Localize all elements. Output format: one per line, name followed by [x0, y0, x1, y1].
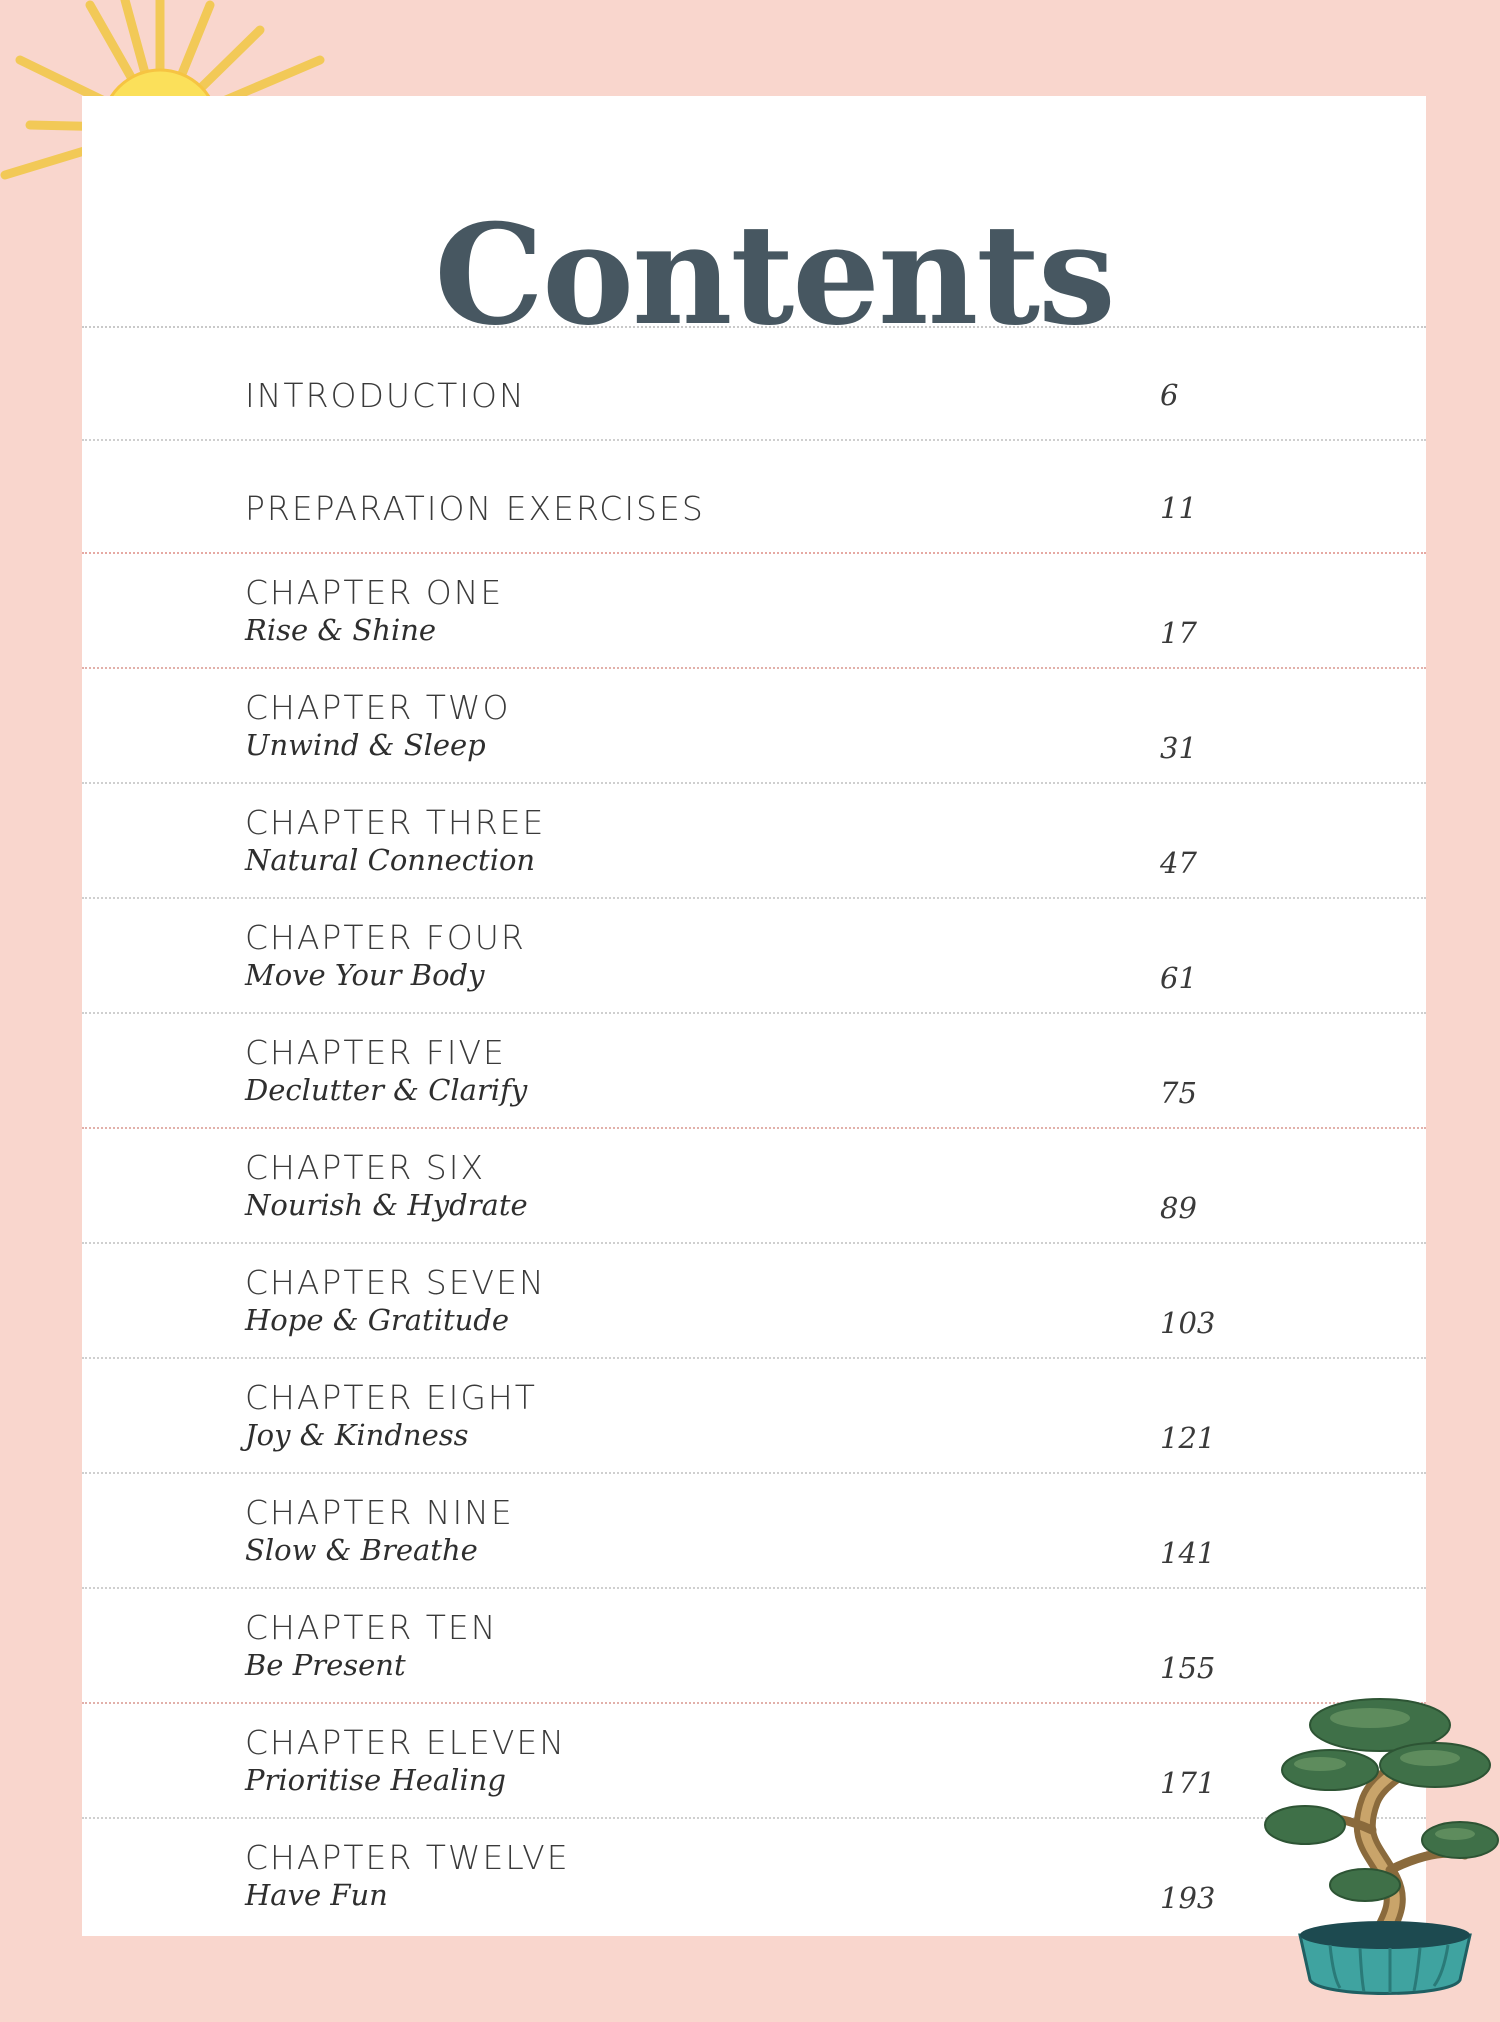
- toc-entry[interactable]: [82, 1589, 1426, 1704]
- entry-page-number: 31: [1160, 731, 1197, 765]
- entry-page-number: 193: [1160, 1881, 1216, 1915]
- entry-subtitle: Unwind & Sleep: [245, 728, 486, 762]
- entry-page-number: 89: [1160, 1191, 1197, 1225]
- toc-entry[interactable]: [82, 669, 1426, 784]
- entry-page-number: 171: [1160, 1766, 1216, 1800]
- entry-subtitle: Be Present: [245, 1648, 406, 1682]
- toc-entry[interactable]: [82, 784, 1426, 899]
- entry-page-number: 61: [1160, 961, 1197, 995]
- toc-entry[interactable]: [82, 1129, 1426, 1244]
- entry-page-number: 103: [1160, 1306, 1216, 1340]
- entry-subtitle: Declutter & Clarify: [245, 1073, 528, 1107]
- entry-page-number: 121: [1160, 1421, 1216, 1455]
- toc-entry[interactable]: [82, 1704, 1426, 1819]
- contents-page: [82, 96, 1426, 1936]
- entry-heading: CHAPTER ELEVEN: [245, 1723, 566, 1762]
- toc-entry[interactable]: [82, 1244, 1426, 1359]
- entry-heading: CHAPTER SEVEN: [245, 1263, 546, 1302]
- entry-page-number: 17: [1160, 616, 1197, 650]
- entry-page-number: 6: [1160, 378, 1179, 412]
- entry-heading: PREPARATION EXERCISES: [245, 489, 705, 528]
- toc-list: [82, 326, 1426, 1932]
- toc-entry[interactable]: [82, 1014, 1426, 1129]
- entry-heading: CHAPTER ONE: [245, 573, 504, 612]
- entry-subtitle: Have Fun: [245, 1878, 388, 1912]
- entry-subtitle: Nourish & Hydrate: [245, 1188, 528, 1222]
- entry-heading: CHAPTER EIGHT: [245, 1378, 537, 1417]
- toc-entry[interactable]: [82, 441, 1426, 554]
- entry-heading: CHAPTER TWELVE: [245, 1838, 570, 1877]
- entry-heading: CHAPTER TWO: [245, 688, 511, 727]
- entry-heading: CHAPTER TEN: [245, 1608, 498, 1647]
- entry-heading: INTRODUCTION: [245, 376, 526, 415]
- entry-page-number: 11: [1160, 491, 1197, 525]
- entry-subtitle: Move Your Body: [245, 958, 485, 992]
- entry-subtitle: Prioritise Healing: [245, 1763, 506, 1797]
- toc-entry[interactable]: [82, 554, 1426, 669]
- toc-entry[interactable]: [82, 1474, 1426, 1589]
- page-title: Contents: [434, 193, 1114, 356]
- entry-subtitle: Joy & Kindness: [245, 1418, 469, 1452]
- entry-subtitle: Hope & Gratitude: [245, 1303, 510, 1337]
- entry-subtitle: Natural Connection: [245, 843, 536, 877]
- entry-subtitle: Rise & Shine: [245, 613, 437, 647]
- toc-entry[interactable]: [82, 1359, 1426, 1474]
- entry-heading: CHAPTER THREE: [245, 803, 546, 842]
- entry-subtitle: Slow & Breathe: [245, 1533, 478, 1567]
- entry-heading: CHAPTER FIVE: [245, 1033, 506, 1072]
- toc-entry[interactable]: [82, 1819, 1426, 1932]
- entry-page-number: 47: [1160, 846, 1197, 880]
- bonsai-illustration: [1260, 1680, 1500, 2000]
- entry-heading: CHAPTER NINE: [245, 1493, 514, 1532]
- entry-page-number: 75: [1160, 1076, 1197, 1110]
- toc-entry[interactable]: [82, 328, 1426, 441]
- entry-heading: CHAPTER SIX: [245, 1148, 486, 1187]
- entry-heading: CHAPTER FOUR: [245, 918, 526, 957]
- toc-entry[interactable]: [82, 899, 1426, 1014]
- entry-page-number: 155: [1160, 1651, 1216, 1685]
- entry-page-number: 141: [1160, 1536, 1216, 1570]
